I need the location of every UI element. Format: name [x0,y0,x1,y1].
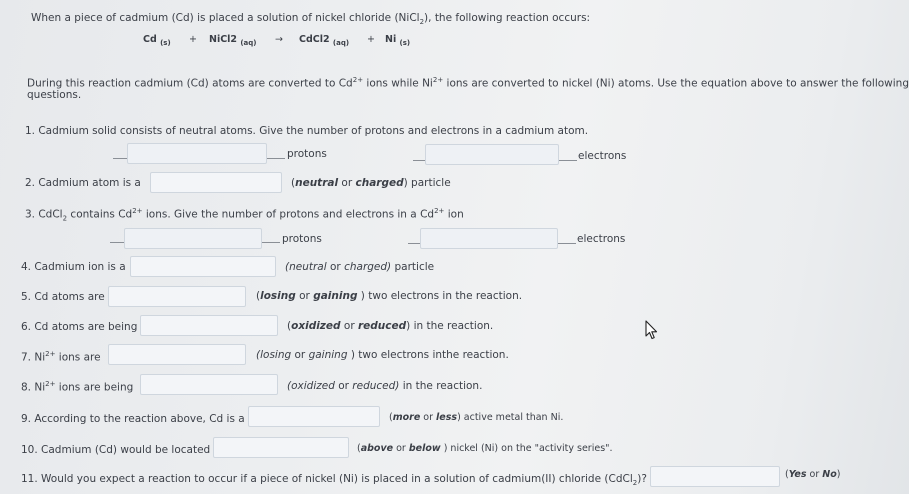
q3-electrons-label: electrons [577,233,626,245]
q7-label: 7. $Ni^{2+}$ ions are [21,350,101,364]
q5-label: 5. Cd atoms are [21,291,105,303]
q9-answer-input[interactable] [248,406,380,427]
arrow-icon: → [275,34,283,45]
description-line1: During this reaction cadmium (Cd) atoms are converted to $Cd^{2+}$ ions while $Ni^{2+}$ ions are converted to nickel (Ni) atoms. Use the equation above to answer the following [27,76,909,90]
q4-answer-input[interactable] [130,256,276,277]
q2-answer-input[interactable] [150,172,282,193]
q6-label: 6. Cd atoms are being [21,321,138,333]
q1-text: 1. Cadmium solid consists of neutral atoms. Give the number of protons and electrons in a cadmium atom. [25,125,589,137]
q4-label: 4. Cadmium ion is a [21,261,126,273]
q8-label: 8. $Ni^{2+}$ ions are being [21,380,134,394]
q3-protons-input[interactable] [124,228,262,249]
q8-choice: (oxidized or reduced) in the reaction. [287,380,483,392]
q1-electrons-label: electrons [578,150,627,162]
plus-sign: + [367,34,375,45]
q4-choice: (neutral or charged) particle [285,261,435,273]
q10-label: 10. Cadmium (Cd) would be located [21,444,211,456]
q2-label: 2. Cadmium atom is a [25,177,141,189]
q1-protons-label: protons [287,148,327,160]
q11-text: 11. Would you expect a reaction to occur if a piece of nickel (Ni) is placed in a solution of cadmium(II) chloride (CdCl$_2$)? [21,473,647,488]
q9-choice: (more or less) active metal than Ni. [389,412,564,423]
product-cdcl2: CdCl2 $_{(aq)}$ [299,34,350,47]
q5-choice: (losing or gaining ) two electrons in the reaction. [256,290,523,302]
q10-answer-input[interactable] [213,437,349,458]
q7-choice: (losing or gaining ) two electrons inthe reaction. [256,349,509,361]
q11-choice: (Yes or No) [785,469,841,480]
reactant-nicl2: NiCl2 $_{(aq)}$ [209,34,257,47]
q1-protons-input[interactable] [127,143,267,164]
q6-choice: (oxidized or reduced) in the reaction. [287,320,494,332]
reactant-cd: Cd $_{(s)}$ [143,34,171,47]
q3-electrons-input[interactable] [420,228,558,249]
q1-electrons-input[interactable] [425,144,559,165]
q10-choice: (above or below ) nickel (Ni) on the "activity series". [357,443,613,454]
product-ni: Ni $_{(s)}$ [385,34,411,47]
intro-text: When a piece of cadmium (Cd) is placed a solution of nickel chloride (NiCl$_2$), the following reaction occurs: [31,12,591,27]
q2-choice: (neutral or charged) particle [291,177,451,189]
q6-answer-input[interactable] [140,315,278,336]
q3-text: 3. CdCl$_2$ contains $Cd^{2+}$ ions. Give the number of protons and electrons in a $Cd^{2+}$ ion [25,207,464,223]
q11-answer-input[interactable] [650,466,780,487]
description-line2: questions. [27,89,82,101]
q3-protons-label: protons [282,233,322,245]
plus-sign: + [189,34,197,45]
q5-answer-input[interactable] [108,286,246,307]
mouse-pointer-icon [645,320,659,344]
q8-answer-input[interactable] [140,374,278,395]
q7-answer-input[interactable] [108,344,246,365]
q9-label: 9. According to the reaction above, Cd is a [21,413,245,425]
